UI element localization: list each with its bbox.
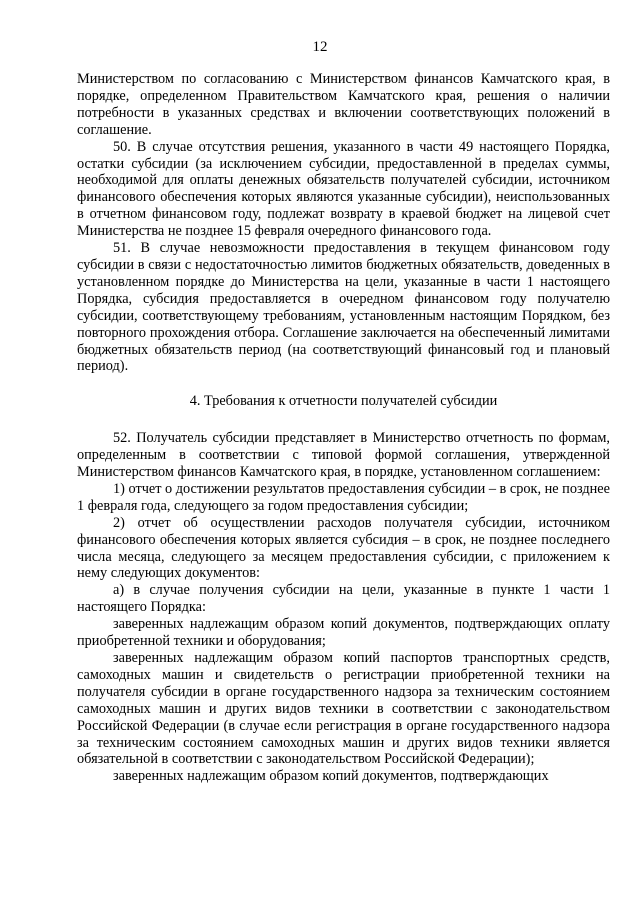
page-number: 12 xyxy=(312,39,328,55)
section-heading: 4. Требования к отчетности получателей субсидии xyxy=(189,393,498,410)
paragraph-item-1: 1) отчет о достижении результатов предоставления субсидии – в срок, не позднее 1 февраля года, следующего за годом предоставления субсидии; xyxy=(77,480,610,514)
paragraph-50: 50. В случае отсутствия решения, указанного в части 49 настоящего Порядка, остатки субсидии (за исключением субсидии, предоставленной в пределах суммы, необходимой для оплаты денежных обязательств получателей субсидии, источником финансового обеспечения которых являются указанные субсидии), неиспользованных в отчетном финансовом году, подлежат возврату в краевой бюджет на лицевой счет Министерства не позднее 15 февраля очередного финансового года. xyxy=(77,138,610,240)
paragraph-continued-last: заверенных надлежащим образом копий документов, подтверждающих xyxy=(113,768,549,785)
paragraph-51: 51. В случае невозможности предоставления в текущем финансовом году субсидии в связи с недостаточностью лимитов бюджетных обязательств, доведенных в установленном порядке до Министерства на цели, указанные в части 1 настоящего Порядка, субсидия предоставляется в очередном финансовом году получателю субсидии, соответствующему требованиям, установленным настоящим Порядком, без повторного прохождения отбора. Соглашение заключается на обеспеченный лимитами бюджетных обязательств период (на соответствующий финансовый год и плановый период). xyxy=(77,240,610,375)
document-body xyxy=(77,71,610,785)
paragraph-52: 52. Получатель субсидии представляет в Министерство отчетность по формам, определенным в соответствии с типовой формой соглашения, утвержденной Министерством финансов Камчатского края, в порядке, установленном соглашением: xyxy=(77,430,610,481)
paragraph-continuation: Министерством по согласованию с Министерством финансов Камчатского края, в порядке, определенном Правительством Камчатского края, решения о наличии потребности в указанных средствах и включении соответствующих положений в соглашение. xyxy=(77,71,610,138)
paragraph-registration-documents: заверенных надлежащим образом копий паспортов транспортных средств, самоходных машин и свидетельств о регистрации приобретенной техники на получателя субсидии в органе государственного надзора за техническим состоянием самоходных машин и других видов техники в соответствии с законодательством Российской Федерации (в случае если регистрация в органе государственного надзора за техническим состоянием самоходных машин и других видов техники является обязательной в соответствии с законодательством Российской Федерации); xyxy=(77,650,610,768)
paragraph-payment-documents: заверенных надлежащим образом копий документов, подтверждающих оплату приобретенной техники и оборудования; xyxy=(77,616,610,650)
paragraph-item-2: 2) отчет об осуществлении расходов получателя субсидии, источником финансового обеспечения которых является субсидия – в срок, не позднее последнего числа месяца, следующего за месяцем предоставления субсидии, с приложением к нему следующих документов: xyxy=(77,514,610,582)
paragraph-subitem-a: а) в случае получения субсидии на цели, указанные в пункте 1 части 1 настоящего Порядка: xyxy=(77,582,610,616)
